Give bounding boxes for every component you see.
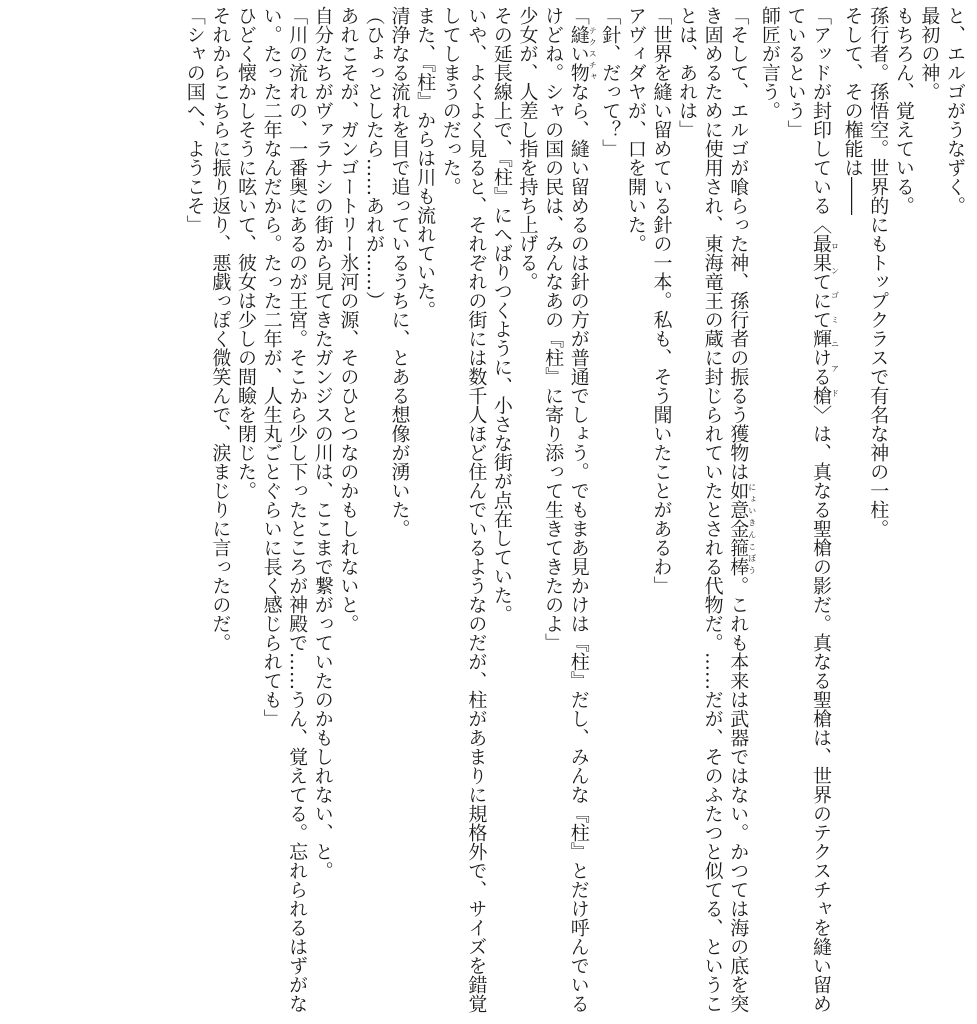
paragraph-9: 「世界を縫い留めている針の一本。私も、そう聞いたことがあるわ」 [650, 6, 673, 595]
ruby-annotation: 最果てにて輝ける槍ロンゴミニアド [810, 234, 840, 405]
ruby-annotation: 如意金箍棒にょいきんこぼう [727, 481, 757, 576]
paragraph-6: 「アッドが封印している〈最果てにて輝ける槍ロンゴミニアド〉は、真なる聖槍の影だ。真なる聖槍は、世界のテクスチャを縫い留めているという」 [784, 6, 840, 1013]
ruby-annotation: 縫い物テクスチャ [567, 25, 598, 82]
paragraph-17: 清浄なる流れを目で追っているうちに、とある想像が湧いた。 [388, 6, 411, 538]
paragraph-1: と、エルゴがうなずく。 [944, 6, 966, 215]
paragraph-24: 「シャの国へ、ようこそ」 [183, 6, 206, 234]
paragraph-22: ひどく懐かしそうに呟いて、彼女は少しの間瞼を閉じた。 [234, 6, 257, 500]
novel-body-text [7, 6, 967, 1016]
paragraph-12: 「縫い物テクスチャなら、縫い留めるのは針の方が普通でしょう。でもまあ見かけは『柱』だし、みんな『柱』とだけ呼んでいるけどね。シャの国の民は、みんなあの『柱』に寄り添って生きてきたのよ」 [542, 6, 598, 1013]
paragraph-13: 少女が、人差し指を持ち上げる。 [516, 6, 539, 291]
paragraph-5: そして、その権能は―― [841, 6, 864, 215]
paragraph-15: いや、よくよく見ると、それぞれの街には数千人ほど住んでいるようなのだが、柱があまりに規格外で、サイズを錯覚してしまうのだった。 [439, 6, 488, 1013]
paragraph-23: それからこちらに振り返り、悪戯っぽく微笑んで、涙まじりに言ったのだ。 [209, 6, 232, 652]
paragraph-11: 「針、だって？」 [599, 6, 622, 158]
paragraph-3: もちろん、覚えている。 [892, 6, 915, 215]
paragraph-18: （ひょっとしたら……あれが……） [362, 6, 385, 310]
paragraph-19: あれこそが、ガンゴートリー氷河の源、そのひとつなのかもしれないと。 [337, 6, 360, 633]
paragraph-21: 「川の流れの、一番奥にあるのが王宮。そこから少し下ったところが神殿で……うん、覚えてる。忘れられるはずがない。たった二年なんだから。たった二年が、人生丸ごとぐらいに長く感じられても」 [260, 6, 309, 1013]
paragraph-8: 「そして、エルゴが喰らった神、孫行者の振るう獲物は如意金箍棒にょいきんこぼう。これも本来は武器ではない。かつては海の底を突き固めるために使用され、東海竜王の蔵に封じられていたとされる代物だ。……だが、そのふたつと似てる、ということは、あれは」 [676, 6, 757, 1013]
paragraph-7: 師匠が言う。 [758, 6, 781, 120]
paragraph-2: 最初の神。 [918, 6, 941, 101]
paragraph-16: また、『柱』からは川も流れていた。 [414, 6, 437, 320]
paragraph-14: その延長線上で、『柱』にへばりつくように、小さな街が点在していた。 [490, 6, 513, 624]
paragraph-4: 孫行者。孫悟空。世界的にもトップクラスで有名な神の一柱。 [867, 6, 890, 538]
paragraph-10: アヴィダヤが、口を開いた。 [624, 6, 647, 253]
paragraph-20: 自分たちがヴァラナシの街から見てきたガンジスの川は、ここまで繋がっていたのかもしれない、と。 [311, 6, 334, 880]
